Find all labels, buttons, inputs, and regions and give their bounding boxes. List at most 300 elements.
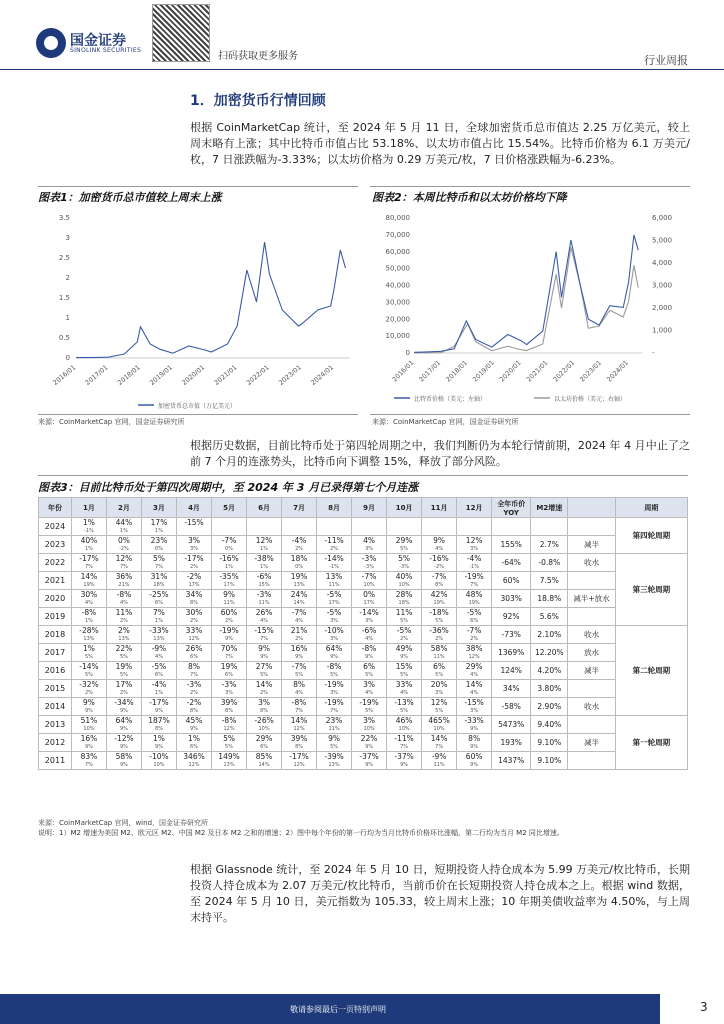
fig2-x-tick: 2020/01	[497, 358, 523, 384]
month-m2: 9%	[352, 744, 387, 752]
month-change: 29%	[387, 536, 422, 546]
table-row	[39, 590, 688, 600]
month-m2: 9%	[352, 654, 387, 662]
month-change: 28%	[387, 590, 422, 600]
month-change: 13%	[317, 572, 352, 582]
month-change: 6%	[352, 662, 387, 672]
month-change: -7%	[352, 572, 387, 582]
month-change: -14%	[352, 608, 387, 618]
month-m2: -3%	[387, 564, 422, 572]
row-year: 2018	[39, 626, 72, 644]
m2-cell: 7.5%	[531, 572, 568, 590]
fig1-x-tick: 2024/01	[309, 363, 336, 387]
month-change: -3%	[352, 554, 387, 564]
month-m2: 5%	[282, 672, 317, 680]
month-change: 346%	[177, 752, 212, 762]
month-change	[212, 518, 247, 528]
month-m2: 11%	[212, 600, 247, 608]
month-change: -25%	[141, 590, 176, 600]
fig2-y2-tick: -	[652, 349, 655, 357]
month-change: 24%	[282, 590, 317, 600]
month-change: -5%	[317, 608, 352, 618]
cycle-cell: 第三轮周期	[615, 554, 687, 626]
table-row	[39, 608, 688, 618]
month-m2: 1%	[106, 528, 141, 536]
month-change	[457, 518, 492, 528]
yoy-cell: 1437%	[492, 752, 531, 770]
month-m2: 9%	[387, 762, 422, 770]
month-change: 3%	[352, 680, 387, 690]
month-change: -10%	[141, 752, 176, 762]
month-change: 49%	[387, 644, 422, 654]
month-change: -19%	[317, 698, 352, 708]
month-m2	[317, 528, 352, 536]
month-change: 45%	[177, 716, 212, 726]
yoy-cell: 92%	[492, 608, 531, 626]
month-change: -16%	[212, 554, 247, 564]
yoy-cell: -64%	[492, 554, 531, 572]
month-change: 11%	[387, 608, 422, 618]
month-change: 16%	[71, 734, 106, 744]
month-m2: 9%	[106, 726, 141, 734]
month-change: -5%	[141, 662, 176, 672]
month-m2: 7%	[106, 564, 141, 572]
fig1-x-tick: 2019/01	[148, 363, 174, 387]
m2-cell: 9.40%	[531, 716, 568, 734]
month-change: 39%	[282, 734, 317, 744]
month-m2: 5%	[71, 672, 106, 680]
month-change: 19%	[212, 662, 247, 672]
month-m2: 3%	[457, 708, 492, 716]
month-change: -5%	[317, 590, 352, 600]
fig3-top-rule	[38, 475, 688, 476]
m2-cell: 9.10%	[531, 734, 568, 752]
month-change	[387, 518, 422, 528]
month-change: 34%	[177, 590, 212, 600]
event-cell: 减半+放水	[568, 590, 615, 608]
month-m2: 5%	[422, 618, 457, 626]
month-change: 3%	[352, 716, 387, 726]
table-header-cell: 3月	[141, 498, 176, 518]
month-m2: 1%	[141, 528, 176, 536]
month-m2: 1%	[141, 690, 176, 698]
month-change: 17%	[141, 518, 176, 528]
btc-cycle-table	[38, 497, 688, 770]
table-header-cell: 10月	[387, 498, 422, 518]
month-change: -7%	[422, 572, 457, 582]
fig2-x-tick: 2019/01	[471, 358, 496, 384]
event-cell	[568, 716, 615, 734]
month-change: -15%	[177, 518, 212, 528]
month-change: 9%	[71, 698, 106, 708]
fig1-y-tick: 1	[65, 314, 70, 322]
event-cell: 收水	[568, 554, 615, 572]
month-m2: 8%	[247, 708, 282, 716]
month-m2: 5%	[387, 546, 422, 554]
month-m2	[387, 528, 422, 536]
month-change	[352, 518, 387, 528]
month-m2: 19%	[71, 582, 106, 590]
month-m2: 18%	[141, 582, 176, 590]
month-change: -9%	[422, 752, 457, 762]
month-m2: 5%	[422, 708, 457, 716]
month-change: 1%	[71, 644, 106, 654]
row-year: 2012	[39, 734, 72, 752]
yoy-cell: 193%	[492, 734, 531, 752]
month-m2: 9%	[282, 654, 317, 662]
month-m2: 3%	[317, 690, 352, 698]
event-cell: 收水	[568, 626, 615, 644]
month-change: 3%	[247, 698, 282, 708]
event-cell	[568, 518, 615, 536]
m2-cell: 4.20%	[531, 662, 568, 680]
month-change: -39%	[317, 752, 352, 762]
month-m2	[282, 528, 317, 536]
m2-cell: 2.90%	[531, 698, 568, 716]
month-m2: 4%	[422, 546, 457, 554]
month-change: 40%	[71, 536, 106, 546]
month-m2: 4%	[352, 636, 387, 644]
month-m2: 2%	[177, 564, 212, 572]
month-change: -15%	[457, 698, 492, 708]
month-change: 60%	[457, 752, 492, 762]
row-year: 2022	[39, 554, 72, 572]
month-change: -32%	[71, 680, 106, 690]
month-change: 6%	[422, 662, 457, 672]
row-year: 2019	[39, 608, 72, 626]
month-change	[422, 518, 457, 528]
month-change: -7%	[212, 536, 247, 546]
month-change: 22%	[352, 734, 387, 744]
month-m2: 10%	[352, 582, 387, 590]
month-change: 26%	[177, 644, 212, 654]
fig2-y2-tick: 6,000	[652, 214, 673, 222]
table-header-cell	[568, 498, 615, 518]
month-m2: 11%	[317, 726, 352, 734]
month-change: -38%	[247, 554, 282, 564]
month-m2	[457, 528, 492, 536]
fig1-x-tick: 2018/01	[115, 363, 142, 387]
month-change: 83%	[71, 752, 106, 762]
fig2-x-tick: 2017/01	[417, 358, 443, 384]
month-m2: 8%	[177, 708, 212, 716]
month-change: -6%	[352, 626, 387, 636]
month-m2: 9%	[106, 708, 141, 716]
month-m2: 5%	[317, 744, 352, 752]
month-change: -37%	[352, 752, 387, 762]
month-m2: 9%	[317, 654, 352, 662]
month-change	[282, 518, 317, 528]
fig2-y-tick: 20,000	[385, 315, 410, 324]
month-change: 46%	[387, 716, 422, 726]
month-change: 9%	[212, 590, 247, 600]
table-header-cell: M2增速	[531, 498, 568, 518]
month-change: -26%	[247, 716, 282, 726]
month-change: 0%	[352, 590, 387, 600]
month-change: -28%	[71, 626, 106, 636]
month-m2: 7%	[141, 564, 176, 572]
fig2-y-tick: 80,000	[385, 214, 410, 222]
month-m2: -1%	[317, 564, 352, 572]
row-year: 2023	[39, 536, 72, 554]
month-change: 14%	[282, 716, 317, 726]
month-change: 23%	[141, 536, 176, 546]
month-change: -8%	[212, 716, 247, 726]
m2-cell: 2.10%	[531, 626, 568, 644]
month-change: 15%	[387, 662, 422, 672]
table-header-cell: 11月	[422, 498, 457, 518]
month-m2: 9%	[457, 726, 492, 734]
fig2-y2-tick: 3,000	[652, 281, 673, 290]
fig2-y-tick: 30,000	[385, 298, 410, 307]
fig1-series-line	[76, 242, 345, 358]
month-change: 12%	[247, 536, 282, 546]
month-m2: 1%	[247, 546, 282, 554]
qr-code-icon[interactable]	[152, 4, 210, 62]
fig1-x-tick: 2016/01	[51, 363, 78, 387]
month-change: -8%	[71, 608, 106, 618]
month-change: -19%	[352, 698, 387, 708]
month-m2: 13%	[141, 636, 176, 644]
month-m2: 9%	[141, 708, 176, 716]
month-m2: 4%	[141, 654, 176, 662]
month-m2: 12%	[177, 762, 212, 770]
fig3-note: 说明：1）M2 增速为美国 M2、欧元区 M2、中国 M2 及日本 M2 之和的增速；2）图中每个年份的第一行均为当月比特币价格环比涨幅，第二行均为当月 M2 同比增速。	[38, 829, 564, 837]
month-change: 9%	[317, 734, 352, 744]
yoy-cell	[492, 518, 531, 536]
month-change: -8%	[317, 662, 352, 672]
month-m2: 4%	[352, 690, 387, 698]
month-m2: 2%	[71, 690, 106, 698]
row-year: 2016	[39, 662, 72, 680]
month-m2: 7%	[387, 744, 422, 752]
table-row	[39, 554, 688, 564]
month-change: -11%	[387, 734, 422, 744]
row-year: 2011	[39, 752, 72, 770]
fig1-x-tick: 2022/01	[244, 363, 271, 387]
month-m2: 2%	[106, 618, 141, 626]
month-change: 64%	[317, 644, 352, 654]
row-year: 2015	[39, 680, 72, 698]
fig1-title: 图表1：加密货币总市值较上周末上涨	[38, 191, 222, 204]
brand-logo-icon	[36, 28, 66, 58]
fig2-source: 来源：CoinMarketCap 官网，国金证券研究所	[372, 418, 519, 426]
table-row	[39, 572, 688, 582]
fig2-y-tick: 40,000	[385, 281, 410, 290]
header-divider	[0, 69, 724, 70]
month-change: 465%	[422, 716, 457, 726]
m2-cell: 2.7%	[531, 536, 568, 554]
m2-cell: 9.10%	[531, 752, 568, 770]
fig2-top-rule	[370, 186, 690, 187]
table-header-cell: 8月	[317, 498, 352, 518]
month-change: 58%	[422, 644, 457, 654]
month-m2: 7%	[282, 708, 317, 716]
footer-disclaimer: 敬请参阅最后一页特别声明	[290, 1005, 386, 1014]
month-change: -16%	[422, 554, 457, 564]
month-m2: 5%	[106, 654, 141, 662]
month-change: -37%	[387, 752, 422, 762]
month-m2: 12%	[457, 654, 492, 662]
table-header-cell: 7月	[282, 498, 317, 518]
month-change: -17%	[282, 752, 317, 762]
fig1-x-tick: 2017/01	[83, 363, 110, 387]
month-m2: 4%	[247, 618, 282, 626]
month-change: -7%	[282, 662, 317, 672]
month-m2: 13%	[106, 636, 141, 644]
event-cell	[568, 608, 615, 626]
month-change: 33%	[177, 626, 212, 636]
table-row	[39, 752, 688, 762]
month-m2: 2%	[282, 546, 317, 554]
month-m2: 14%	[282, 600, 317, 608]
month-m2: 4%	[71, 600, 106, 608]
row-year: 2020	[39, 590, 72, 608]
fig2-btc-line	[414, 235, 638, 352]
month-change: 3%	[177, 536, 212, 546]
month-m2: 10%	[71, 726, 106, 734]
cycle-cell: 第四轮周期	[615, 518, 687, 554]
month-change: 19%	[282, 572, 317, 582]
month-m2	[422, 528, 457, 536]
month-m2: 4%	[387, 690, 422, 698]
month-m2: 0%	[212, 546, 247, 554]
month-change: 40%	[387, 572, 422, 582]
month-change: 2%	[106, 626, 141, 636]
month-m2: 12%	[177, 636, 212, 644]
month-change: 14%	[247, 680, 282, 690]
table-header-cell: 周期	[615, 498, 687, 518]
month-change: 1%	[177, 734, 212, 744]
fig1-y-tick: 1.5	[58, 294, 70, 302]
month-change: -7%	[457, 626, 492, 636]
yoy-cell: 303%	[492, 590, 531, 608]
fig2-y-ticks	[386, 214, 411, 357]
month-change: -12%	[106, 734, 141, 744]
table-row	[39, 626, 688, 636]
month-m2: 9%	[387, 654, 422, 662]
month-change: -4%	[282, 536, 317, 546]
table-header-cell: 年份	[39, 498, 72, 518]
fig2-y2-ticks	[652, 214, 672, 357]
paragraph-3: 根据 Glassnode 统计，至 2024 年 5 月 10 日，短期投资人持仓成本为 5.99 万美元/枚比特币，长期投资人持仓成本为 2.07 万美元/枚比特币，当前币价在长短期投资人持仓成本之上。根据 wind 数据，至 2024 年 5 月 10 日，美元指数为 105.33，较上周末上涨；10 年期美债收益率为 4.50%，与上周末持平。	[190, 863, 690, 924]
brand-name-en: SINOLINK SECURITIES	[70, 47, 142, 54]
month-change: -18%	[422, 608, 457, 618]
month-m2: 12%	[212, 726, 247, 734]
month-change: -3%	[177, 680, 212, 690]
month-m2: 9%	[352, 762, 387, 770]
month-m2: 2%	[177, 690, 212, 698]
month-m2: 9%	[177, 726, 212, 734]
fig2-title: 图表2：本周比特币和以太坊价格均下降	[372, 191, 567, 204]
month-change: 16%	[282, 644, 317, 654]
table-row	[39, 518, 688, 528]
month-change: 11%	[106, 608, 141, 618]
month-m2: 9%	[457, 744, 492, 752]
fig1-y-tick: 3	[65, 234, 70, 242]
month-m2: 1%	[141, 618, 176, 626]
month-change: -19%	[457, 572, 492, 582]
page-number: 3	[700, 1000, 708, 1014]
month-change: -34%	[106, 698, 141, 708]
month-change: -14%	[71, 662, 106, 672]
month-m2: 3%	[422, 690, 457, 698]
month-change: 19%	[106, 662, 141, 672]
month-m2: 3%	[177, 546, 212, 554]
month-change: -6%	[247, 572, 282, 582]
month-m2: 7%	[177, 672, 212, 680]
month-m2: -1%	[457, 564, 492, 572]
month-change: -3%	[212, 680, 247, 690]
month-m2: 5%	[317, 672, 352, 680]
month-m2: 5%	[387, 672, 422, 680]
fig1-y-tick: 3.5	[58, 214, 70, 222]
event-cell	[568, 680, 615, 698]
month-change: 9%	[422, 536, 457, 546]
month-change	[247, 518, 282, 528]
fig2-eth-line	[414, 247, 638, 353]
m2-cell: -0.8%	[531, 554, 568, 572]
table-row	[39, 734, 688, 744]
month-change: 27%	[247, 662, 282, 672]
table-header-cell: 全年币价YOY	[492, 498, 531, 518]
month-change: -19%	[212, 626, 247, 636]
month-m2: 2%	[317, 546, 352, 554]
month-change: 21%	[282, 626, 317, 636]
fig2-x-tick: 2018/01	[444, 358, 470, 384]
month-m2: 19%	[457, 600, 492, 608]
month-m2: 10%	[141, 762, 176, 770]
month-change: -5%	[457, 608, 492, 618]
month-m2: 3%	[352, 618, 387, 626]
month-m2: 10%	[352, 726, 387, 734]
month-change: -35%	[212, 572, 247, 582]
month-m2: 5%	[387, 618, 422, 626]
month-change: 29%	[457, 662, 492, 672]
month-m2: 8%	[177, 600, 212, 608]
month-change: 149%	[212, 752, 247, 762]
month-m2: -1%	[71, 528, 106, 536]
fig2-x-tick: 2022/01	[551, 358, 577, 384]
month-change: -17%	[177, 554, 212, 564]
month-m2: 10%	[422, 726, 457, 734]
month-m2	[212, 528, 247, 536]
fig2-chart	[370, 208, 690, 413]
cycle-cell: 第二轮周期	[615, 626, 687, 716]
month-m2: 5%	[352, 672, 387, 680]
month-change: 12%	[106, 554, 141, 564]
month-m2: 1%	[71, 546, 106, 554]
m2-cell: 5.6%	[531, 608, 568, 626]
month-m2: 8%	[422, 582, 457, 590]
month-change: -33%	[457, 716, 492, 726]
month-m2: 4%	[282, 690, 317, 698]
month-change	[317, 518, 352, 528]
month-m2: 5%	[247, 672, 282, 680]
table-header-row	[39, 498, 688, 518]
month-m2: 19%	[422, 600, 457, 608]
month-m2: 11%	[317, 582, 352, 590]
fig1-x-tick: 2023/01	[277, 363, 303, 387]
fig2-x-tick: 2023/01	[578, 358, 604, 384]
month-m2: 2%	[106, 690, 141, 698]
month-change: 30%	[71, 590, 106, 600]
table-header-cell: 5月	[212, 498, 247, 518]
fig2-bottom-rule	[370, 414, 690, 415]
month-m2: 2%	[387, 636, 422, 644]
month-change: -15%	[247, 626, 282, 636]
month-m2: 5%	[71, 654, 106, 662]
